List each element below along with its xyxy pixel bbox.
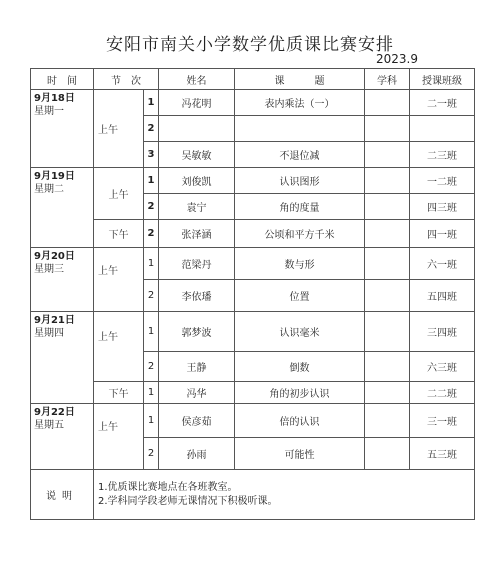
subject-cell	[365, 220, 410, 248]
subject-cell	[365, 90, 410, 116]
lesson-topic: 角的初步认识	[235, 382, 365, 404]
lesson-topic: 数与形	[235, 248, 365, 280]
table-row	[31, 168, 475, 194]
notes-label: 说明	[31, 470, 94, 520]
teacher-name: 张泽涵	[159, 220, 235, 248]
table-row	[31, 382, 475, 404]
seq-cell: 2	[144, 194, 159, 220]
document-title: 安阳市南关小学数学优质课比赛安排	[106, 35, 394, 55]
class-cell: 五四班	[410, 280, 475, 312]
lesson-topic: 位置	[235, 280, 365, 312]
teacher-name: 刘俊凯	[159, 168, 235, 194]
seq-cell: 1	[144, 312, 159, 352]
lesson-topic: 不退位减	[235, 142, 365, 168]
lesson-topic: 可能性	[235, 438, 365, 470]
schedule-table	[30, 68, 475, 520]
header-class: 授课班级	[410, 69, 475, 90]
period-am: 上午	[94, 90, 144, 168]
subject-cell	[365, 382, 410, 404]
class-cell: 六三班	[410, 352, 475, 382]
subject-cell	[365, 194, 410, 220]
teacher-name: 孙雨	[159, 438, 235, 470]
notes-content	[94, 470, 475, 520]
teacher-name: 郭梦波	[159, 312, 235, 352]
seq-cell: 1	[144, 404, 159, 438]
header-topic: 课 题	[235, 69, 365, 90]
notes-row	[31, 470, 475, 520]
seq-cell: 3	[144, 142, 159, 168]
class-cell: 二二班	[410, 382, 475, 404]
day-cell-thu: 9月21日 星期四	[31, 312, 94, 404]
header-row	[31, 69, 475, 90]
seq-cell: 1	[144, 382, 159, 404]
period-am: 上午	[94, 312, 144, 382]
class-cell: 一二班	[410, 168, 475, 194]
day-cell-wed: 9月20日 星期三	[31, 248, 94, 312]
table-row	[31, 312, 475, 352]
period-am: 上午	[94, 168, 144, 220]
seq-cell: 1	[144, 168, 159, 194]
lesson-topic: 倒数	[235, 352, 365, 382]
period-am: 上午	[94, 248, 144, 312]
class-cell: 三四班	[410, 312, 475, 352]
class-cell: 三一班	[410, 404, 475, 438]
header-period: 节 次	[94, 69, 159, 90]
seq-cell: 2	[144, 438, 159, 470]
class-cell: 四三班	[410, 194, 475, 220]
subject-cell	[365, 116, 410, 142]
table-row	[31, 404, 475, 438]
header-name: 姓名	[159, 69, 235, 90]
class-cell: 二三班	[410, 142, 475, 168]
lesson-topic: 表内乘法（一）	[235, 90, 365, 116]
teacher-name	[159, 116, 235, 142]
table-row	[31, 220, 475, 248]
subject-cell	[365, 312, 410, 352]
table-row	[31, 248, 475, 280]
seq-cell: 2	[144, 280, 159, 312]
lesson-topic: 角的度量	[235, 194, 365, 220]
seq-cell: 1	[144, 90, 159, 116]
class-cell: 六一班	[410, 248, 475, 280]
teacher-name: 冯华	[159, 382, 235, 404]
subject-cell	[365, 248, 410, 280]
class-cell: 二一班	[410, 90, 475, 116]
seq-cell: 2	[144, 352, 159, 382]
lesson-topic: 倍的认识	[235, 404, 365, 438]
teacher-name: 冯花明	[159, 90, 235, 116]
subject-cell	[365, 352, 410, 382]
day-cell-mon: 9月18日 星期一	[31, 90, 94, 168]
class-cell	[410, 116, 475, 142]
note-line: 1.优质课比赛地点在各班教室。	[98, 481, 238, 493]
note-line: 2.学科同学段老师无课情况下积极听课。	[98, 495, 278, 507]
seq-cell: 1	[144, 248, 159, 280]
subject-cell	[365, 280, 410, 312]
period-pm: 下午	[94, 220, 144, 248]
day-cell-fri: 9月22日 星期五	[31, 404, 94, 470]
teacher-name: 李依璠	[159, 280, 235, 312]
seq-cell: 2	[144, 220, 159, 248]
table-row	[31, 90, 475, 116]
period-pm: 下午	[94, 382, 144, 404]
class-cell: 五三班	[410, 438, 475, 470]
subject-cell	[365, 438, 410, 470]
subject-cell	[365, 404, 410, 438]
document-date: 2023.9	[376, 52, 418, 66]
teacher-name: 袁宁	[159, 194, 235, 220]
teacher-name: 侯彦茹	[159, 404, 235, 438]
seq-cell: 2	[144, 116, 159, 142]
lesson-topic: 公顷和平方千米	[235, 220, 365, 248]
lesson-topic: 认识图形	[235, 168, 365, 194]
teacher-name: 王静	[159, 352, 235, 382]
subject-cell	[365, 142, 410, 168]
teacher-name: 范梁丹	[159, 248, 235, 280]
teacher-name: 吴敏敏	[159, 142, 235, 168]
day-cell-tue: 9月19日 星期二	[31, 168, 94, 248]
period-am: 上午	[94, 404, 144, 470]
header-subject: 学科	[365, 69, 410, 90]
header-time: 时 间	[31, 69, 94, 90]
class-cell: 四一班	[410, 220, 475, 248]
subject-cell	[365, 168, 410, 194]
lesson-topic: 认识毫米	[235, 312, 365, 352]
lesson-topic	[235, 116, 365, 142]
